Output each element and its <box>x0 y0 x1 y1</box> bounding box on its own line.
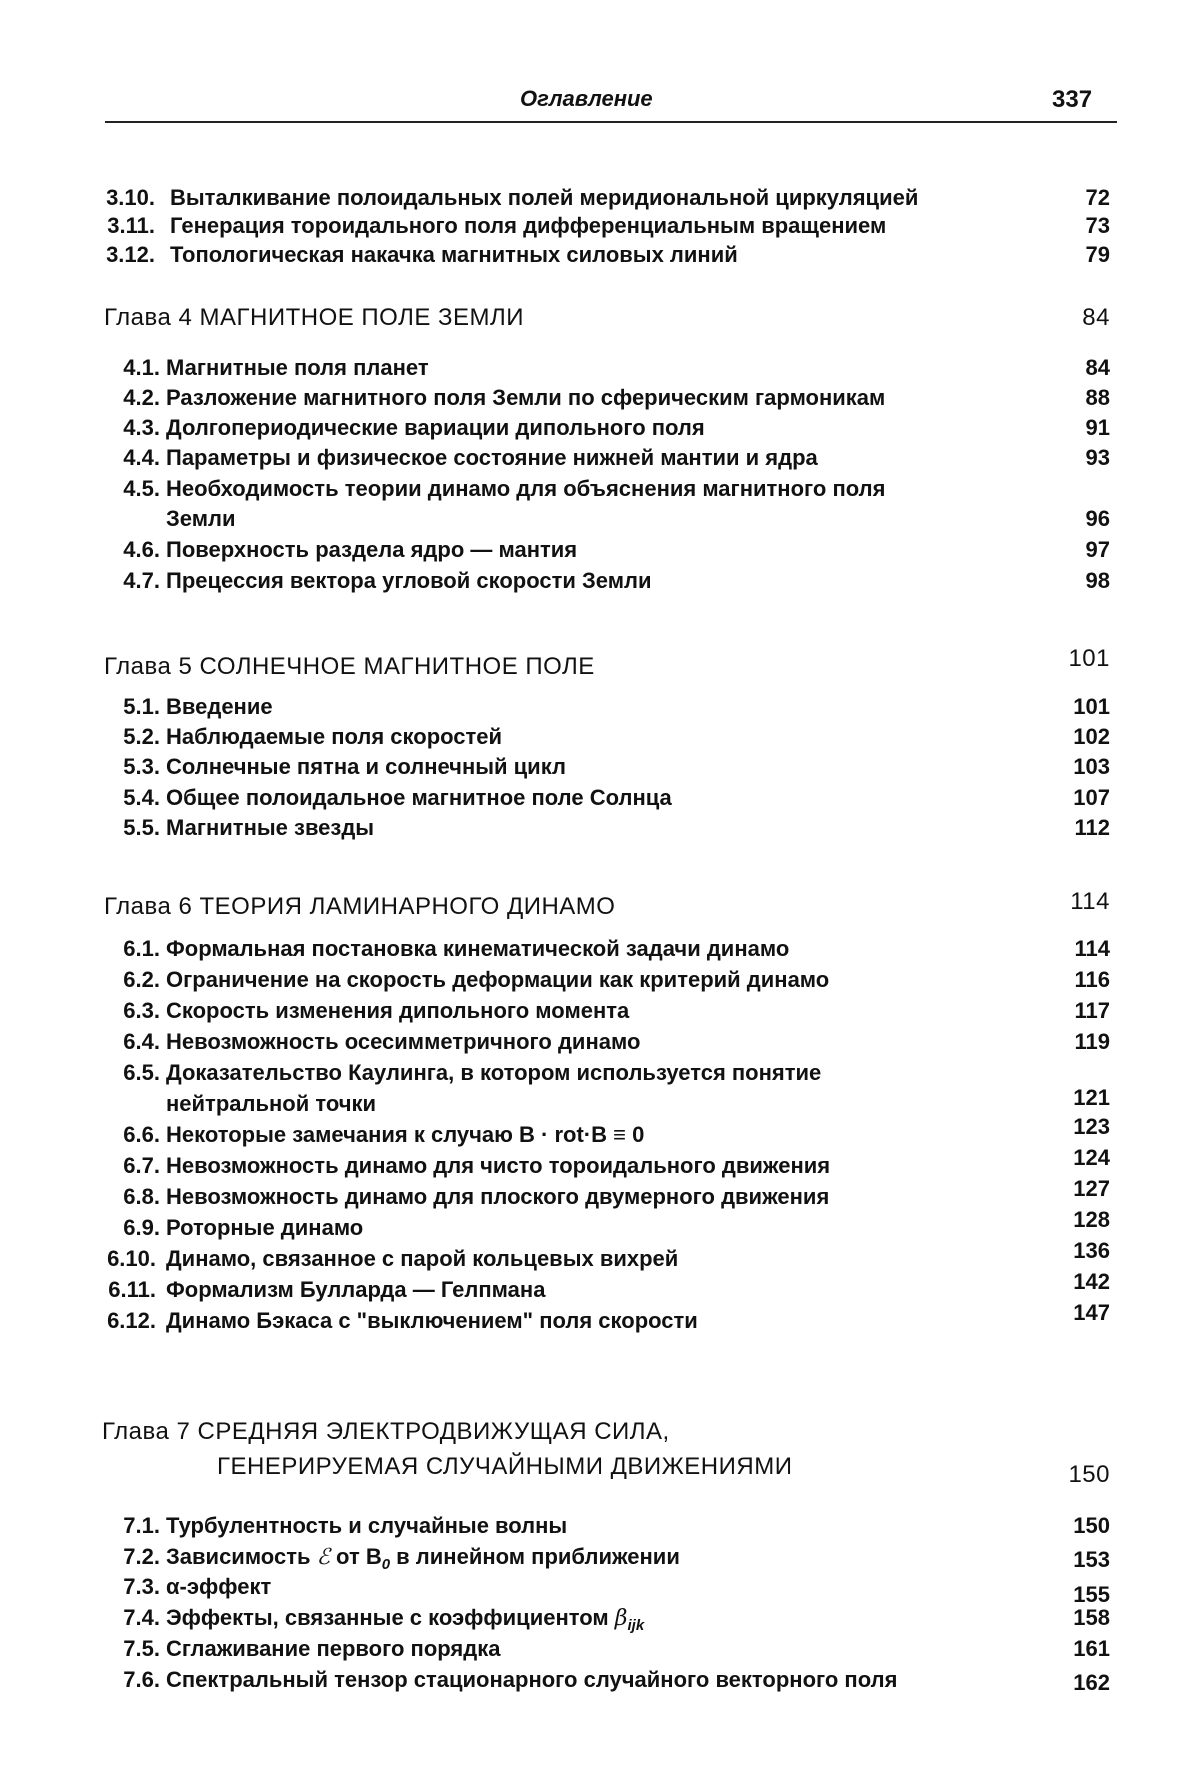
entry-page: 114 <box>1074 936 1110 961</box>
emf-symbol: ℰ <box>316 1545 330 1570</box>
entry-title: Эффекты, связанные с коэффициентом $\beta_{ijk}$ <box>166 1605 645 1634</box>
entry-number: 7.4. <box>123 1605 160 1630</box>
chapter-title: Глава 7 СРЕДНЯЯ ЭЛЕКТРОДВИЖУЩАЯ СИЛА, <box>102 1418 670 1445</box>
entry-title: α-эффект <box>166 1574 272 1599</box>
entry-number: 6.2. <box>123 967 160 992</box>
entry-page: 72 <box>1085 185 1110 210</box>
entry-title: Турбулентность и случайные волны <box>166 1513 568 1538</box>
entry-title: Формализм Булларда — Гелпмана <box>166 1277 546 1302</box>
entry-number: 4.4. <box>123 445 160 470</box>
entry-title: Динамо, связанное с парой кольцевых вихрей <box>166 1246 679 1271</box>
entry-number: 5.1. <box>123 694 160 719</box>
entry-title: Магнитные поля планет <box>166 355 429 380</box>
entry-number: 6.6. <box>123 1122 160 1147</box>
entry-number: 7.1. <box>123 1513 160 1538</box>
entry-number: 6.11. <box>108 1277 156 1302</box>
entry-title: Солнечные пятна и солнечный цикл <box>166 754 566 779</box>
entry-number: 3.11. <box>107 213 155 238</box>
entry-page: 142 <box>1073 1269 1110 1294</box>
entry-title: Необходимость теории динамо для объяснения магнитного поля <box>166 476 886 501</box>
entry-page: 127 <box>1073 1176 1110 1201</box>
entry-number: 3.12. <box>106 242 155 267</box>
entry-title-continued: нейтральной точки <box>166 1091 377 1116</box>
entry-title: Выталкивание полоидальных полей меридиональной циркуляцией <box>170 185 919 210</box>
entry-title: Введение <box>166 694 273 719</box>
entry-number: 4.2. <box>123 385 160 410</box>
entry-page: 96 <box>1085 506 1110 531</box>
entry-title: Сглаживание первого порядка <box>166 1636 501 1661</box>
entry-title: Невозможность динамо для плоского двумерного движения <box>166 1184 830 1209</box>
entry-page: 158 <box>1073 1605 1110 1630</box>
chapter-title: Глава 4 МАГНИТНОЕ ПОЛЕ ЗЕМЛИ <box>104 304 524 331</box>
entry-number: 6.1. <box>123 936 160 961</box>
entry-page: 73 <box>1085 213 1110 238</box>
entry-number: 5.2. <box>123 724 160 749</box>
entry-title: Прецессия вектора угловой скорости Земли <box>166 568 652 593</box>
entry-number: 5.5. <box>123 815 160 840</box>
entry-page: 116 <box>1074 967 1110 992</box>
chapter-page: 150 <box>1068 1461 1110 1488</box>
entry-number: 3.10. <box>106 185 155 210</box>
entry-page: 123 <box>1073 1114 1110 1139</box>
entry-number: 6.12. <box>107 1308 156 1333</box>
entry-title: Невозможность осесимметричного динамо <box>166 1029 641 1054</box>
entry-title: Некоторые замечания к случаю B · rot·B ≡ 0 <box>166 1122 645 1147</box>
entry-page: 93 <box>1085 445 1110 470</box>
entry-page: 101 <box>1073 694 1110 719</box>
entry-page: 161 <box>1073 1636 1110 1661</box>
chapter-page: 101 <box>1068 645 1110 672</box>
entry-number: 4.5. <box>123 476 160 501</box>
entry-number: 7.3. <box>123 1574 160 1599</box>
entry-number: 6.9. <box>123 1215 160 1240</box>
entry-title: Зависимость ℰ от $B_0$ в линейном приближении <box>166 1544 680 1573</box>
entry-page: 128 <box>1073 1207 1110 1232</box>
entry-page: 117 <box>1074 998 1110 1023</box>
entry-page: 107 <box>1073 785 1110 810</box>
entry-title: Спектральный тензор стационарного случайного векторного поля <box>166 1667 898 1692</box>
entry-number: 4.1. <box>123 355 160 380</box>
entry-page: 102 <box>1073 724 1110 749</box>
entry-title: Наблюдаемые поля скоростей <box>166 724 503 749</box>
entry-title: Топологическая накачка магнитных силовых линий <box>170 242 738 267</box>
entry-number: 4.6. <box>123 537 160 562</box>
entry-number: 6.8. <box>123 1184 160 1209</box>
entry-title: Параметры и физическое состояние нижней мантии и ядра <box>166 445 818 470</box>
page-number: 337 <box>1052 86 1093 113</box>
entry-page: 155 <box>1073 1582 1110 1607</box>
entry-number: 6.7. <box>123 1153 160 1178</box>
entry-page: 91 <box>1085 415 1110 440</box>
entry-number: 4.3. <box>123 415 160 440</box>
header-title: Оглавление <box>520 86 653 111</box>
entry-title: Общее полоидальное магнитное поле Солнца <box>166 785 672 810</box>
entry-number: 6.5. <box>123 1060 160 1085</box>
chapter-page: 114 <box>1070 888 1110 915</box>
entry-title: Разложение магнитного поля Земли по сферическим гармоникам <box>166 385 886 410</box>
chapter-title-continued: ГЕНЕРИРУЕМАЯ СЛУЧАЙНЫМИ ДВИЖЕНИЯМИ <box>217 1453 793 1480</box>
entry-page: 150 <box>1073 1513 1110 1538</box>
entry-title: Поверхность раздела ядро — мантия <box>166 537 578 562</box>
beta-symbol: β <box>614 1606 628 1631</box>
entry-page: 162 <box>1073 1670 1110 1695</box>
entry-title: Долгопериодические вариации дипольного поля <box>166 415 705 440</box>
entry-page: 79 <box>1085 242 1110 267</box>
entry-title: Невозможность динамо для чисто тороидального движения <box>166 1153 831 1178</box>
entry-number: 7.5. <box>123 1636 160 1661</box>
entry-title: Магнитные звезды <box>166 815 375 840</box>
entry-number: 7.6. <box>123 1667 160 1692</box>
entry-number: 6.10. <box>107 1246 156 1271</box>
entry-title: Роторные динамо <box>166 1215 364 1240</box>
chapter-title: Глава 5 СОЛНЕЧНОЕ МАГНИТНОЕ ПОЛЕ <box>104 653 595 680</box>
entry-page: 121 <box>1073 1085 1110 1110</box>
entry-page: 153 <box>1073 1547 1110 1572</box>
entry-number: 5.4. <box>123 785 160 810</box>
entry-number: 6.4. <box>123 1029 160 1054</box>
entry-number: 4.7. <box>123 568 160 593</box>
entry-page: 147 <box>1073 1300 1110 1325</box>
entry-title: Ограничение на скорость деформации как критерий динамо <box>166 967 830 992</box>
entry-title: Скорость изменения дипольного момента <box>166 998 630 1023</box>
entry-number: 5.3. <box>123 754 160 779</box>
entry-page: 119 <box>1074 1029 1110 1054</box>
chapter-page: 84 <box>1082 304 1110 331</box>
entry-page: 124 <box>1073 1145 1110 1170</box>
chapter-title: Глава 6 ТЕОРИЯ ЛАМИНАРНОГО ДИНАМО <box>104 893 616 920</box>
header-rule <box>105 121 1117 123</box>
entry-title: Доказательство Каулинга, в котором используется понятие <box>166 1060 822 1085</box>
entry-number: 7.2. <box>123 1544 160 1569</box>
entry-page: 112 <box>1074 815 1110 840</box>
entry-page: 84 <box>1085 355 1110 380</box>
entry-page: 103 <box>1073 754 1110 779</box>
entry-number: 6.3. <box>123 998 160 1023</box>
entry-title: Формальная постановка кинематической задачи динамо <box>166 936 790 961</box>
entry-page: 136 <box>1073 1238 1110 1263</box>
entry-page: 98 <box>1085 568 1110 593</box>
entry-title: Генерация тороидального поля дифференциальным вращением <box>170 213 887 238</box>
entry-page: 88 <box>1085 385 1110 410</box>
entry-title: Динамо Бэкаса с "выключением" поля скорости <box>166 1308 698 1333</box>
entry-title-continued: Земли <box>166 506 236 531</box>
entry-page: 97 <box>1085 537 1110 562</box>
